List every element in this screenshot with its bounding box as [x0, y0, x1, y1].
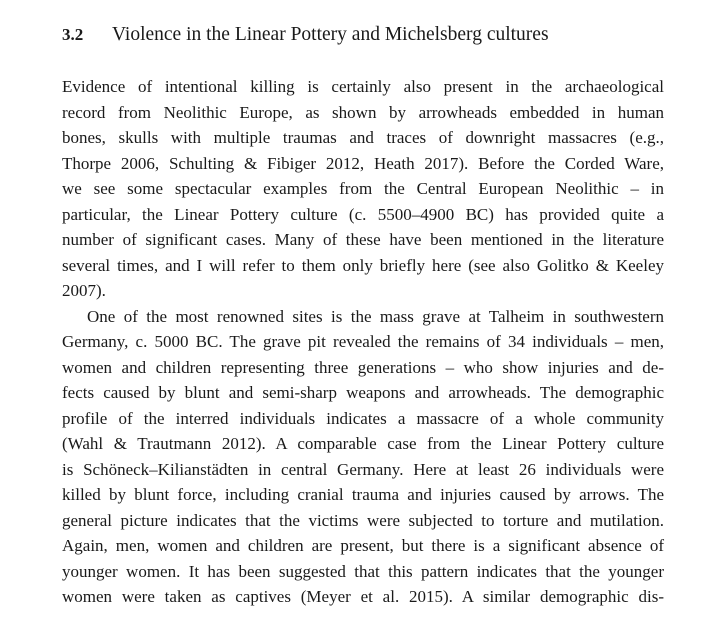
body-text [62, 74, 664, 610]
text-line: several times, and I will refer to them only briefly here (see also Golitko & Keeley [62, 255, 664, 275]
paragraph-2 [62, 304, 664, 610]
text-line: general picture indicates that the victims were subjected to torture and mutilation. [62, 510, 664, 530]
text-line: is Schöneck–Kilianstädten in central Germany. Here at least 26 individuals were [62, 459, 664, 479]
text-line: number of significant cases. Many of these have been mentioned in the literature [62, 230, 664, 249]
text-line: killed by blunt force, including cranial trauma and injuries caused by arrows. The [62, 485, 664, 504]
text-line: 2007). [62, 281, 106, 300]
text-line: younger women. It has been suggested that this pattern indicates that the younger [62, 561, 664, 581]
text-line: women were taken as captives (Meyer et al. 2015). A similar demographic dis- [62, 587, 664, 606]
text-line: Thorpe 2006, Schulting & Fibiger 2012, Heath 2017). Before the Corded Ware, [62, 153, 664, 173]
text-line: fects caused by blunt and semi-sharp weapons and arrowheads. The demographic [62, 383, 664, 402]
text-line: profile of the interred individuals indicates a massacre of a whole community [62, 408, 664, 428]
text-line: we see some spectacular examples from the Central European Neolithic – in [62, 179, 664, 198]
section-number: 3.2 [62, 25, 84, 44]
text-line: record from Neolithic Europe, as shown by arrowheads embedded in human [62, 102, 664, 122]
text-line: (Wahl & Trautmann 2012). A comparable case from the Linear Pottery culture [62, 434, 664, 453]
section-heading [62, 22, 549, 48]
text-line: women and children representing three generations – who show injuries and de- [62, 357, 664, 377]
text-line: Germany, c. 5000 BC. The grave pit revealed the remains of 34 individuals – men, [62, 332, 664, 351]
text-line: particular, the Linear Pottery culture (c. 5500–4900 BC) has provided quite a [62, 204, 664, 224]
text-line: One of the most renowned sites is the mass grave at Talheim in southwestern [87, 306, 664, 326]
text-line: Again, men, women and children are present, but there is a significant absence of [62, 536, 664, 555]
text-line: Evidence of intentional killing is certainly also present in the archaeological [62, 77, 664, 96]
text-line: bones, skulls with multiple traumas and traces of downright massacres (e.g., [62, 128, 664, 147]
section-title: Violence in the Linear Pottery and Michelsberg cultures [112, 24, 549, 45]
paragraph-1 [62, 74, 664, 304]
